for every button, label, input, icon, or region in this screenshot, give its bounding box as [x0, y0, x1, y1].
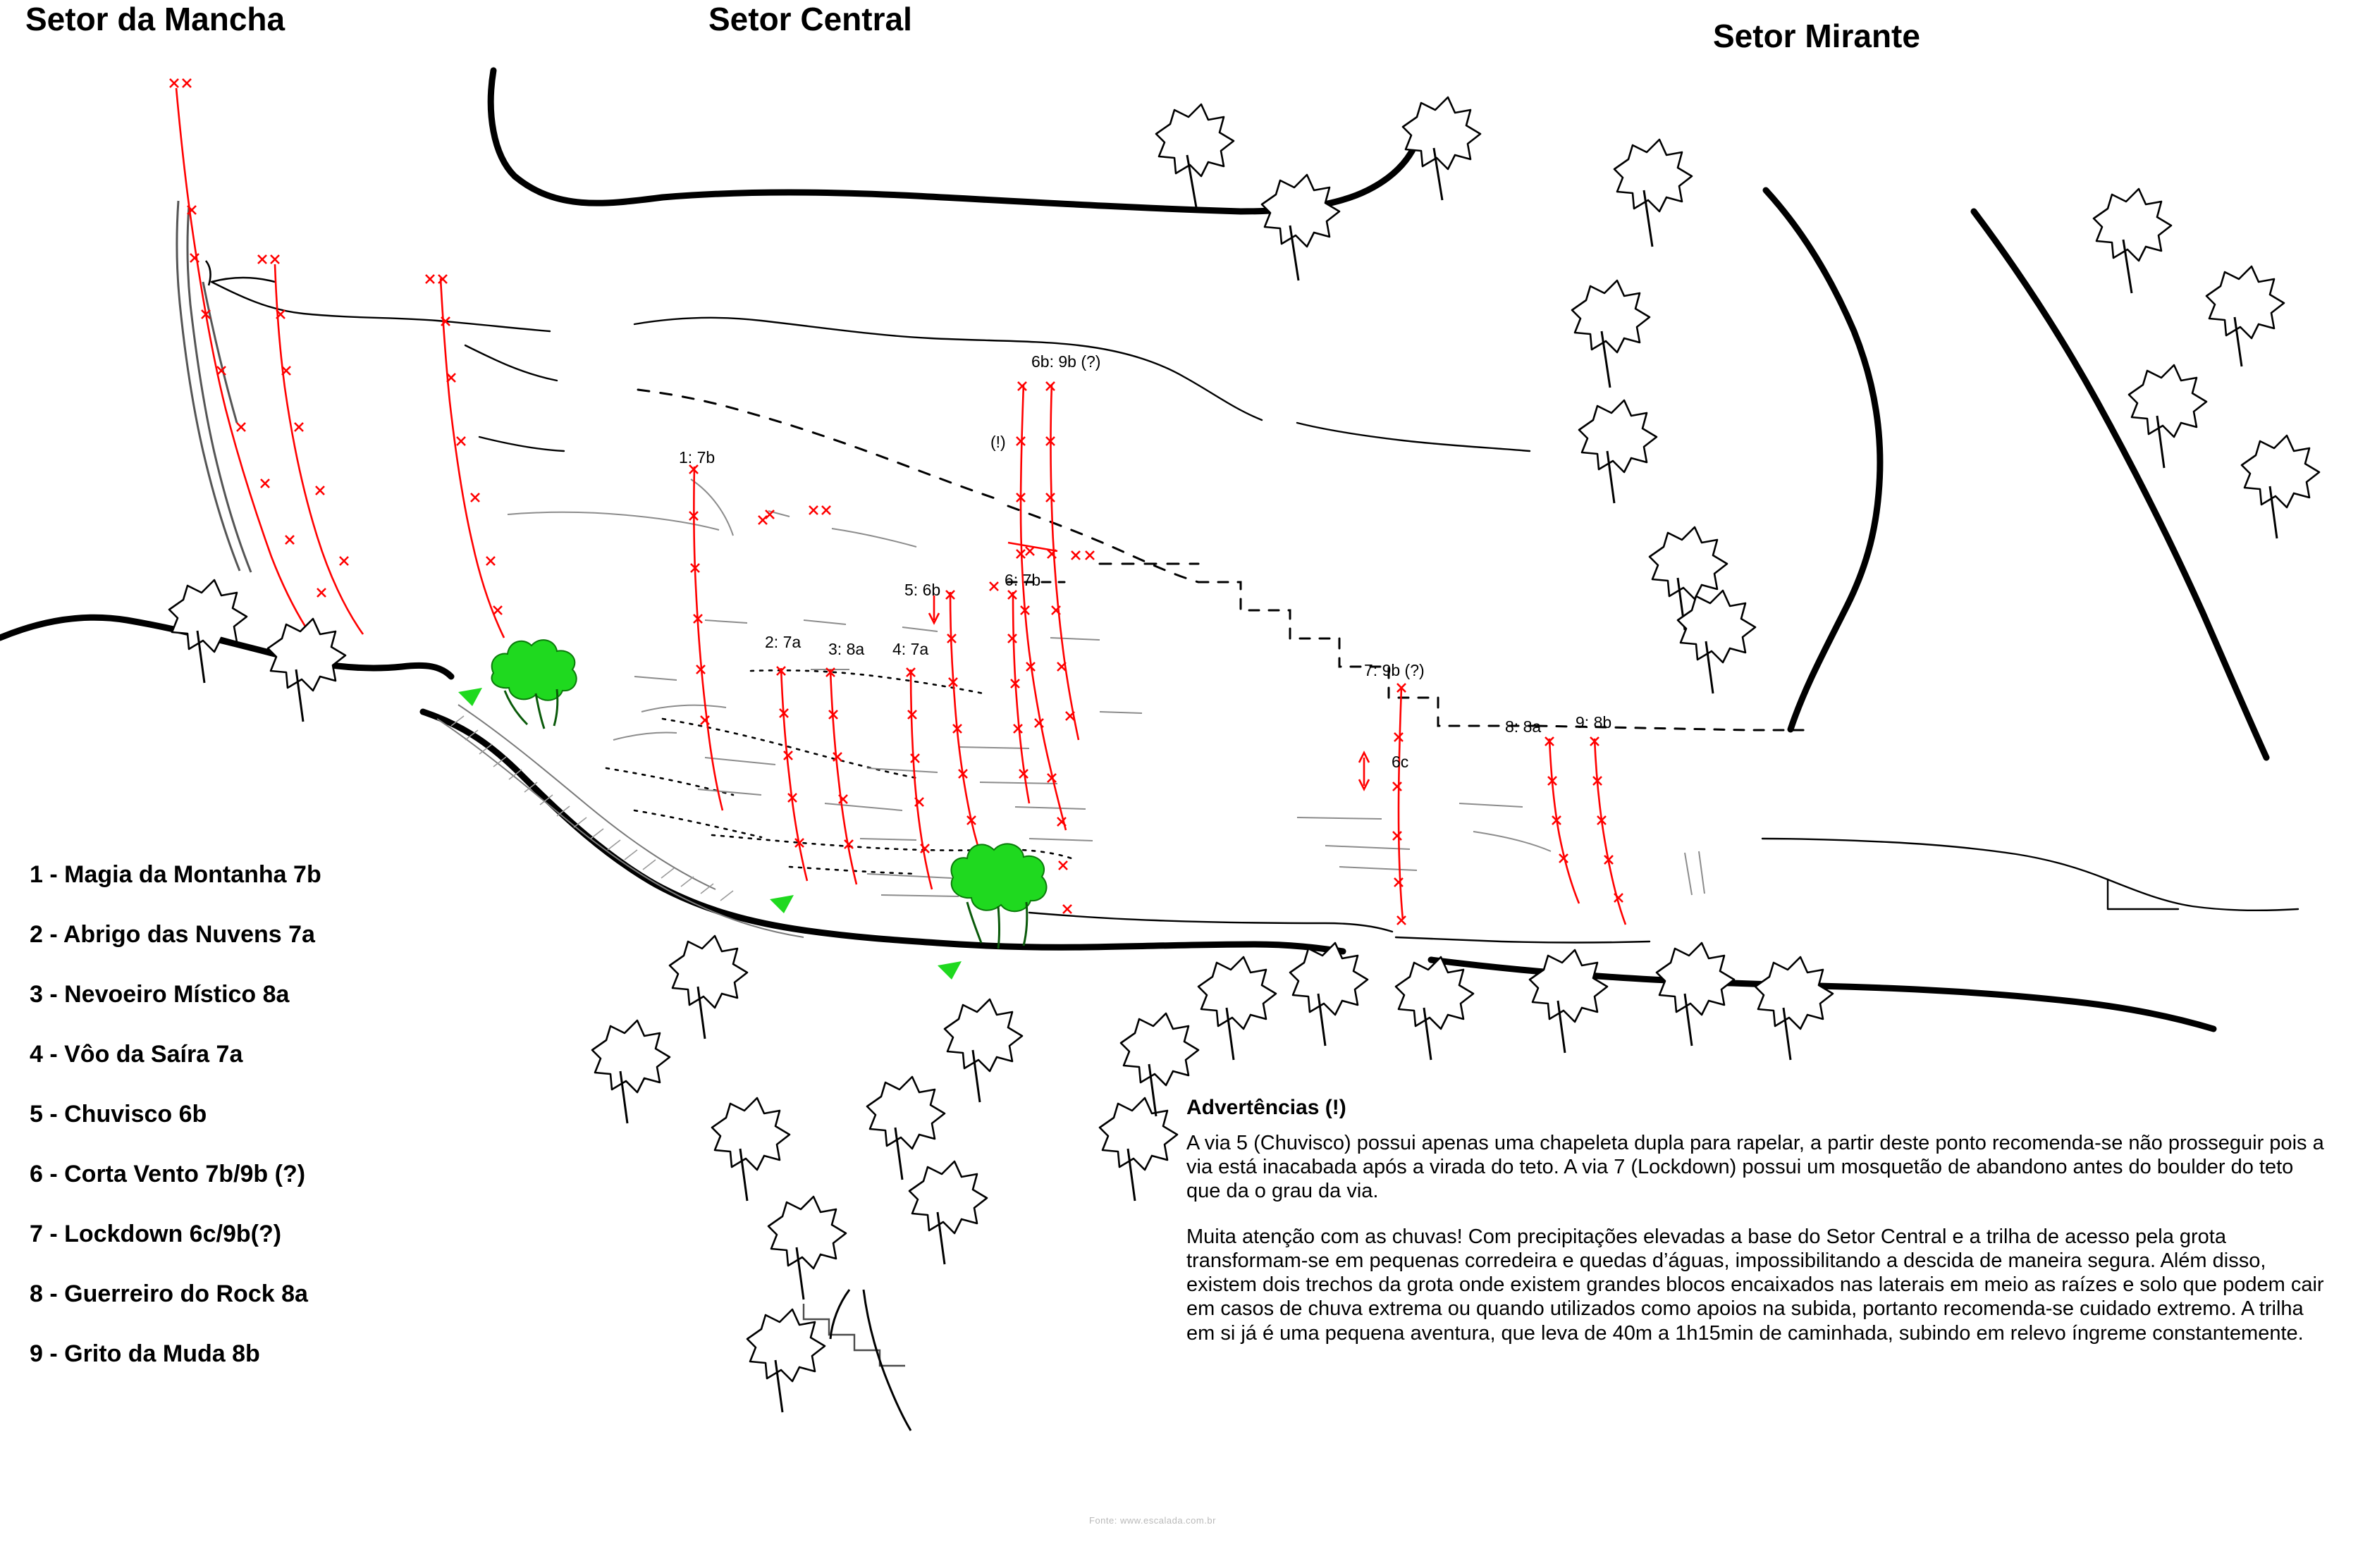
legend-item-7: 7 - Lockdown 6c/9b(?)	[30, 1221, 282, 1247]
route-label-5: 5: 6b	[904, 581, 941, 599]
vegetation-clump-center	[770, 844, 1047, 980]
warning-paragraph-1: A via 5 (Chuvisco) possui apenas uma chapeleta dupla para rapelar, a partir deste ponto recomenda-se não prosseguir pois a via está inacabada após a virada do teto. A via 7 (Lockdown) possui um mosquetão de abandono antes do boulder do teto que da o grau da via.	[1186, 1132, 2324, 1203]
route-label-8: 8: 8a	[1505, 717, 1542, 736]
sector-title-central: Setor Central	[708, 1, 912, 37]
vegetation-clump-left	[458, 640, 577, 729]
legend-item-6: 6 - Corta Vento 7b/9b (?)	[30, 1161, 306, 1187]
legend-item-8: 8 - Guerreiro do Rock 8a	[30, 1280, 308, 1307]
legend-item-5: 5 - Chuvisco 6b	[30, 1101, 207, 1128]
legend-item-1: 1 - Magia da Montanha 7b	[30, 861, 321, 888]
legend-item-3: 3 - Nevoeiro Místico 8a	[30, 981, 290, 1008]
warning-paragraph-2: Muita atenção com as chuvas! Com precipitações elevadas a base do Setor Central e a trilha de acesso pela grota transformam-se em pequenas corredeira e quedas d’águas, impossibilitando a descida de maneira segura. Além disso, existem dois trechos da grota onde existem grandes blocos encaixados nas laterais em meio as raízes e solo que podem cair em casos de chuva extrema ou quando utilizados como apoios na subida, portanto recomenda-se cuidado extremo. A trilha em si já é uma pequena aventura, que leva de 40m a 1h15min de caminhada, subindo em relevo íngreme constantemente.	[1186, 1225, 2324, 1345]
route-label-3: 3: 8a	[828, 640, 865, 658]
route-label-7: 7: 9b (?)	[1364, 661, 1425, 679]
wall-texture-lines	[508, 479, 1705, 896]
bolt-marks-group	[170, 79, 1623, 925]
sector-title-mancha: Setor da Mancha	[25, 1, 285, 37]
route-label-2: 2: 7a	[765, 633, 802, 651]
vegetation-group	[458, 640, 1047, 980]
route-label-warning-marker: (!)	[990, 433, 1006, 451]
legend-item-4: 4 - Vôo da Saíra 7a	[30, 1041, 243, 1068]
route-label-6b: 6b: 9b (?)	[1031, 352, 1101, 371]
route-legend	[30, 861, 523, 1400]
warnings-block	[1186, 1096, 2328, 1366]
legend-item-9: 9 - Grito da Muda 8b	[30, 1340, 260, 1367]
mancha-wall-band	[177, 201, 251, 572]
sector-title-mirante: Setor Mirante	[1713, 18, 1920, 54]
legend-item-2: 2 - Abrigo das Nuvens 7a	[30, 921, 315, 948]
route-label-9: 9: 8b	[1576, 713, 1612, 731]
ledge-dotted-group	[606, 670, 1071, 874]
mancha-top-line	[206, 261, 275, 285]
route-label-6c: 6c	[1392, 753, 1409, 771]
route-label-4: 4: 7a	[892, 640, 929, 658]
warnings-title: Advertências (!)	[1186, 1096, 1346, 1119]
contour-lines-group	[211, 282, 2298, 943]
route-label-1: 1: 7b	[679, 448, 716, 467]
source-credit: Fonte: www.escalada.com.br	[1089, 1515, 1216, 1526]
route-label-6: 6: 7b	[1005, 571, 1041, 589]
routes-group	[176, 88, 1626, 925]
